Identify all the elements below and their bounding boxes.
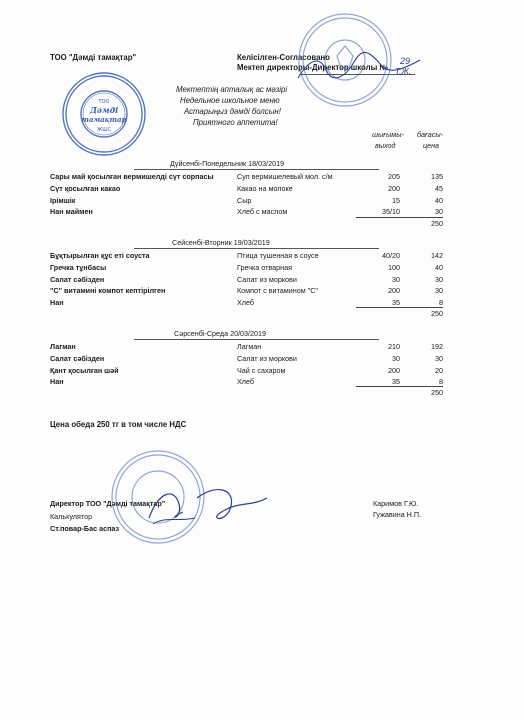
dish-ru: Компот с витамином "С" bbox=[237, 286, 318, 295]
dish-price: 142 bbox=[431, 251, 443, 260]
dish-price: 30 bbox=[435, 207, 443, 216]
dish-kz: Бұқтырылған құс еті соуста bbox=[50, 251, 150, 260]
dish-ru: Суп вермишелевый мол. с/м bbox=[237, 172, 333, 181]
stamp-main-text-2: тамақтар bbox=[81, 115, 127, 124]
dish-ru: Хлеб с маслом bbox=[237, 207, 288, 216]
director-school-number: 29 bbox=[400, 56, 411, 66]
director-label: Директор ТОО "Дәмді тамақтар" bbox=[50, 499, 166, 508]
approval-line-2: Мектеп директоры-Директор школы № bbox=[237, 63, 389, 72]
company-stamp-icon bbox=[60, 70, 148, 158]
day-title: Сейсенбі-Вторник 19/03/2019 bbox=[172, 238, 270, 247]
dish-kz: "С" витамині компот кептірілген bbox=[50, 286, 166, 295]
price-note: Цена обеда 250 тг в том числе НДС bbox=[50, 420, 187, 429]
dish-price: 30 bbox=[435, 354, 443, 363]
dish-yield: 200 bbox=[388, 286, 400, 295]
yield-header-kz: шығымы- bbox=[372, 130, 404, 139]
dish-ru: Чай с сахаром bbox=[237, 366, 286, 375]
greeting-line-2: Недельное школьное меню bbox=[180, 96, 280, 105]
dish-yield: 35/10 bbox=[382, 207, 400, 216]
dish-price: 8 bbox=[439, 298, 443, 307]
svg-text:· · · · · · · · ·: · · · · · · · · · bbox=[110, 80, 133, 98]
svg-text:· · · · · · · · ·: · · · · · · · · · bbox=[75, 80, 98, 98]
price-header-ru: цена bbox=[423, 141, 440, 150]
dish-yield: 200 bbox=[388, 184, 400, 193]
dish-kz: Қант қосылған шәй bbox=[50, 366, 119, 375]
total-rule bbox=[356, 307, 443, 308]
dish-price: 30 bbox=[435, 286, 443, 295]
day-title: Дүйсенбі-Понедельник 18/03/2019 bbox=[170, 159, 285, 168]
dish-kz: Нан bbox=[50, 377, 64, 386]
dish-ru: Сыр bbox=[237, 196, 252, 205]
day-title-underline bbox=[134, 339, 379, 340]
staff-signature-icon bbox=[135, 478, 275, 533]
dish-ru: Хлеб bbox=[237, 298, 255, 307]
yield-header-ru: выход bbox=[375, 141, 396, 150]
dish-price: 30 bbox=[435, 275, 443, 284]
total-rule bbox=[356, 217, 443, 218]
dish-ru: Лагман bbox=[237, 342, 262, 351]
dish-kz: Ірімшік bbox=[50, 196, 76, 205]
dish-kz: Нан маймен bbox=[50, 207, 93, 216]
dish-kz: Гречка тұнбасы bbox=[50, 263, 107, 272]
price-header-kz: бағасы- bbox=[417, 130, 444, 139]
dish-yield: 35 bbox=[392, 377, 400, 386]
dish-yield: 15 bbox=[392, 196, 400, 205]
chef-label: Ст.повар-Бас аспаз bbox=[50, 524, 120, 533]
dish-kz: Салат сәбізден bbox=[50, 354, 105, 363]
stamp-main-text-1: Дәмді bbox=[89, 105, 119, 115]
dish-kz: Салат сәбізден bbox=[50, 275, 105, 284]
dish-yield: 205 bbox=[388, 172, 400, 181]
dish-price: 20 bbox=[435, 366, 443, 375]
dish-yield: 40/20 bbox=[382, 251, 400, 260]
director-name: Каримов Г.Ю. bbox=[373, 499, 419, 508]
stamp-bottom-text: ЖШС bbox=[96, 127, 112, 133]
director-initials: Т.Ж. bbox=[395, 67, 411, 76]
dish-price: 45 bbox=[435, 184, 443, 193]
day-total: 250 bbox=[431, 219, 443, 228]
total-rule bbox=[356, 386, 443, 387]
day-title-underline bbox=[134, 169, 379, 170]
dish-yield: 30 bbox=[392, 354, 400, 363]
dish-yield: 200 bbox=[388, 366, 400, 375]
dish-price: 40 bbox=[435, 263, 443, 272]
dish-kz: Сары май қосылған вермишелді сүт сорпасы bbox=[50, 172, 214, 181]
approval-line-1: Келісілген-Согласовано bbox=[237, 53, 330, 62]
greeting-line-3: Астарыңыз дәмді болсын! bbox=[184, 107, 281, 116]
dish-price: 135 bbox=[431, 172, 443, 181]
dish-kz: Лагман bbox=[50, 342, 76, 351]
dish-yield: 30 bbox=[392, 275, 400, 284]
dish-ru: Гречка отварная bbox=[237, 263, 293, 272]
day-total: 250 bbox=[431, 388, 443, 397]
calculator-name: Гужавина Н.П. bbox=[373, 510, 422, 519]
dish-price: 40 bbox=[435, 196, 443, 205]
svg-text:· · · · · · · ·: · · · · · · · · bbox=[93, 147, 115, 152]
greeting-line-4: Приятного аппетита! bbox=[193, 118, 278, 127]
dish-price: 192 bbox=[431, 342, 443, 351]
calculator-label: Калькулятор bbox=[50, 512, 93, 521]
dish-ru: Салат из моркови bbox=[237, 275, 297, 284]
director-signature-icon bbox=[290, 48, 430, 86]
greeting-line-1: Мектептің апталық ас мәзірі bbox=[176, 85, 288, 94]
day-total: 250 bbox=[431, 309, 443, 318]
dish-price: 8 bbox=[439, 377, 443, 386]
dish-kz: Нан bbox=[50, 298, 64, 307]
dish-ru: Салат из моркови bbox=[237, 354, 297, 363]
dish-yield: 35 bbox=[392, 298, 400, 307]
day-title: Сәрсенбі-Среда 20/03/2019 bbox=[174, 329, 267, 338]
company-name: ТОО "Дәмді тамақтар" bbox=[50, 53, 137, 62]
dish-kz: Сүт қосылған какао bbox=[50, 184, 121, 193]
dish-yield: 100 bbox=[388, 263, 400, 272]
day-title-underline bbox=[134, 248, 379, 249]
dish-yield: 210 bbox=[388, 342, 400, 351]
dish-ru: Птица тушенная в соусе bbox=[237, 251, 319, 260]
stamp-top-text: ТОО bbox=[98, 99, 110, 105]
dish-ru: Какао на молоке bbox=[237, 184, 293, 193]
dish-ru: Хлеб bbox=[237, 377, 255, 386]
